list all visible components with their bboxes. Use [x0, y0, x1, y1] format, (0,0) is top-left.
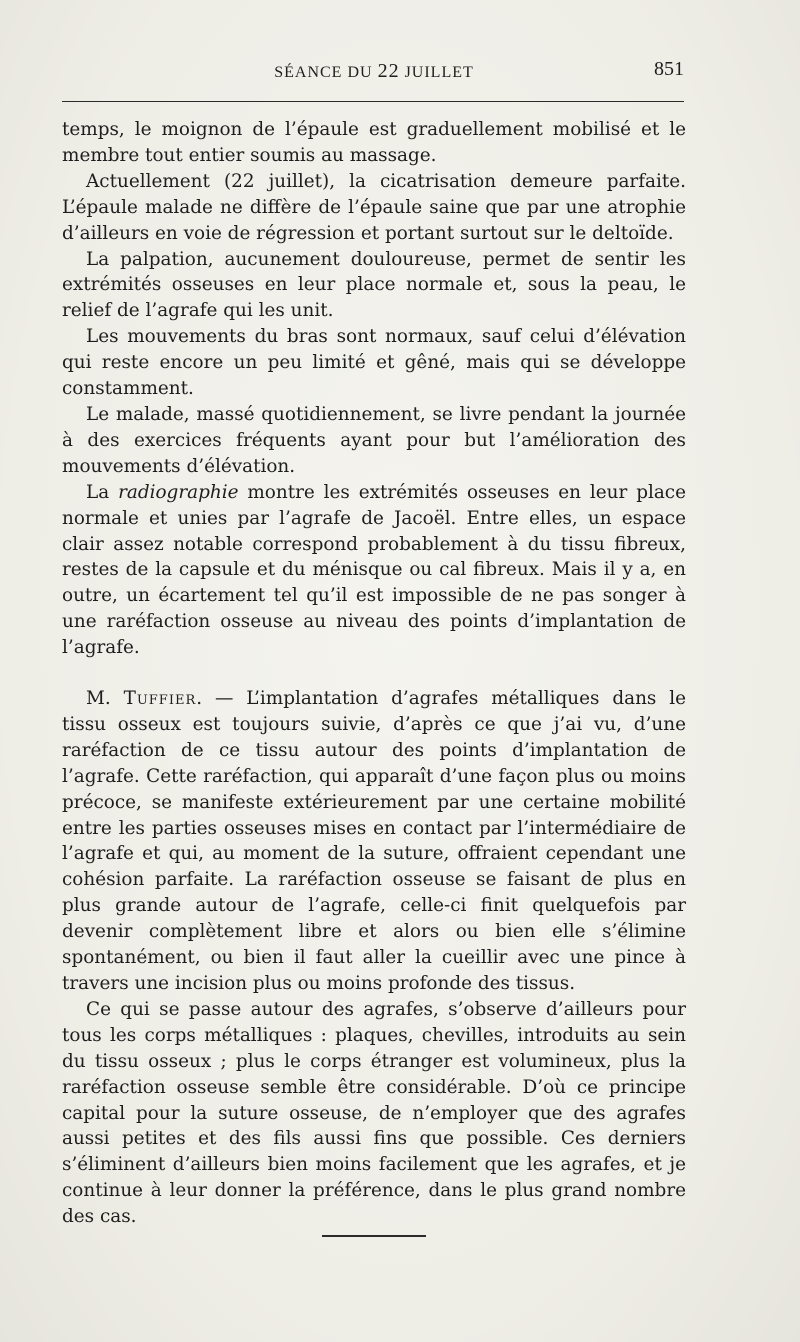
speaker-name: Tuffier: [123, 688, 197, 710]
paragraph-8: Ce qui se passe autour des agrafes, s’observe d’ailleurs pour tous les corps métalliques : plaques, chevilles, introduits au sein du tissu osseux ; plus le corps étranger est volumineux, plus la raréfaction osseuse semble être considérable. D’où ce principe capital pour la suture osseuse, de n’employer que des agrafes aussi petites et des fils aussi fins que possible. Ces derniers s’éliminent d’ailleurs bien moins facilement que les agrafes, et je continue à leur donner la préférence, dans le plus grand nombre des cas.: [62, 998, 686, 1228]
speaker-prefix: M.: [86, 688, 124, 710]
paragraph-2: Actuellement (22 juillet), la cicatrisation demeure parfaite. L’épaule malade ne diffère de l’épaule saine que par une atrophie d’ailleurs en voie de régression et portant surtout sur le deltoïde.: [62, 170, 686, 244]
header-rule: [62, 101, 684, 102]
header-title-part1: SÉANCE DU: [274, 64, 378, 81]
header-title-day: 22: [377, 60, 400, 82]
paragraph-6-italic: radiographie: [118, 481, 239, 503]
paragraph-6: [62, 480, 686, 661]
paragraph-5: Le malade, massé quotidiennement, se livre pendant la journée à des exercices fréquents ayant pour but l’amélioration des mouvements d’élévation.: [62, 403, 686, 477]
header-title-part2: JUILLET: [399, 64, 474, 81]
paragraph-7-rest: . — L’implantation d’agrafes métalliques dans le tissu osseux est toujours suivie, d’après ce que j’ai vu, d’une raréfaction de ce tissu autour des points d’implantation de l’agrafe. Cette raréfaction, qui apparaît d’une façon plus ou moins précoce, se manifeste extérieurement par une certaine mobilité entre les parties osseuses mises en contact par l’intermédiaire de l’agrafe et qui, au moment de la suture, offraient cependant une cohésion parfaite. La raréfaction osseuse se faisant de plus en plus grande autour de l’agrafe, celle-ci finit quelquefois par devenir complètement libre et alors ou bien elle s’élimine spontanément, ou bien il faut aller la cueillir avec une pince à travers une incision plus ou moins profonde des tissus.: [62, 688, 686, 994]
page-number: 851: [654, 58, 684, 80]
paragraph-6-rest: montre les extrémités osseuses en leur place normale et unies par l’agrafe de Jacoël. Entre elles, un espace clair assez notable correspond probablement à du tissu fibreux, restes de la capsule et du ménisque ou cal fibreux. Mais il y a, en outre, un écartement tel qu’il est impossible de ne pas songer à une raréfaction osseuse au niveau des points d’implantation de l’agrafe.: [62, 481, 686, 659]
header-title: [62, 60, 686, 83]
running-header: [62, 60, 686, 88]
body-text: [62, 117, 686, 1230]
paragraph-6-start: La: [86, 481, 119, 503]
paragraph-7: [62, 686, 686, 997]
paragraph-3: La palpation, aucunement douloureuse, permet de sentir les extrémités osseuses en leur place normale et, sous la peau, le relief de l’agrafe qui les unit.: [62, 248, 686, 322]
paragraph-4: Les mouvements du bras sont normaux, sauf celui d’élévation qui reste encore un peu limité et gêné, mais qui se développe constamment.: [62, 326, 686, 400]
paragraph-1: temps, le moignon de l’épaule est graduellement mobilisé et le membre tout entier soumis au massage.: [62, 119, 686, 166]
footer-rule: [322, 1235, 426, 1237]
